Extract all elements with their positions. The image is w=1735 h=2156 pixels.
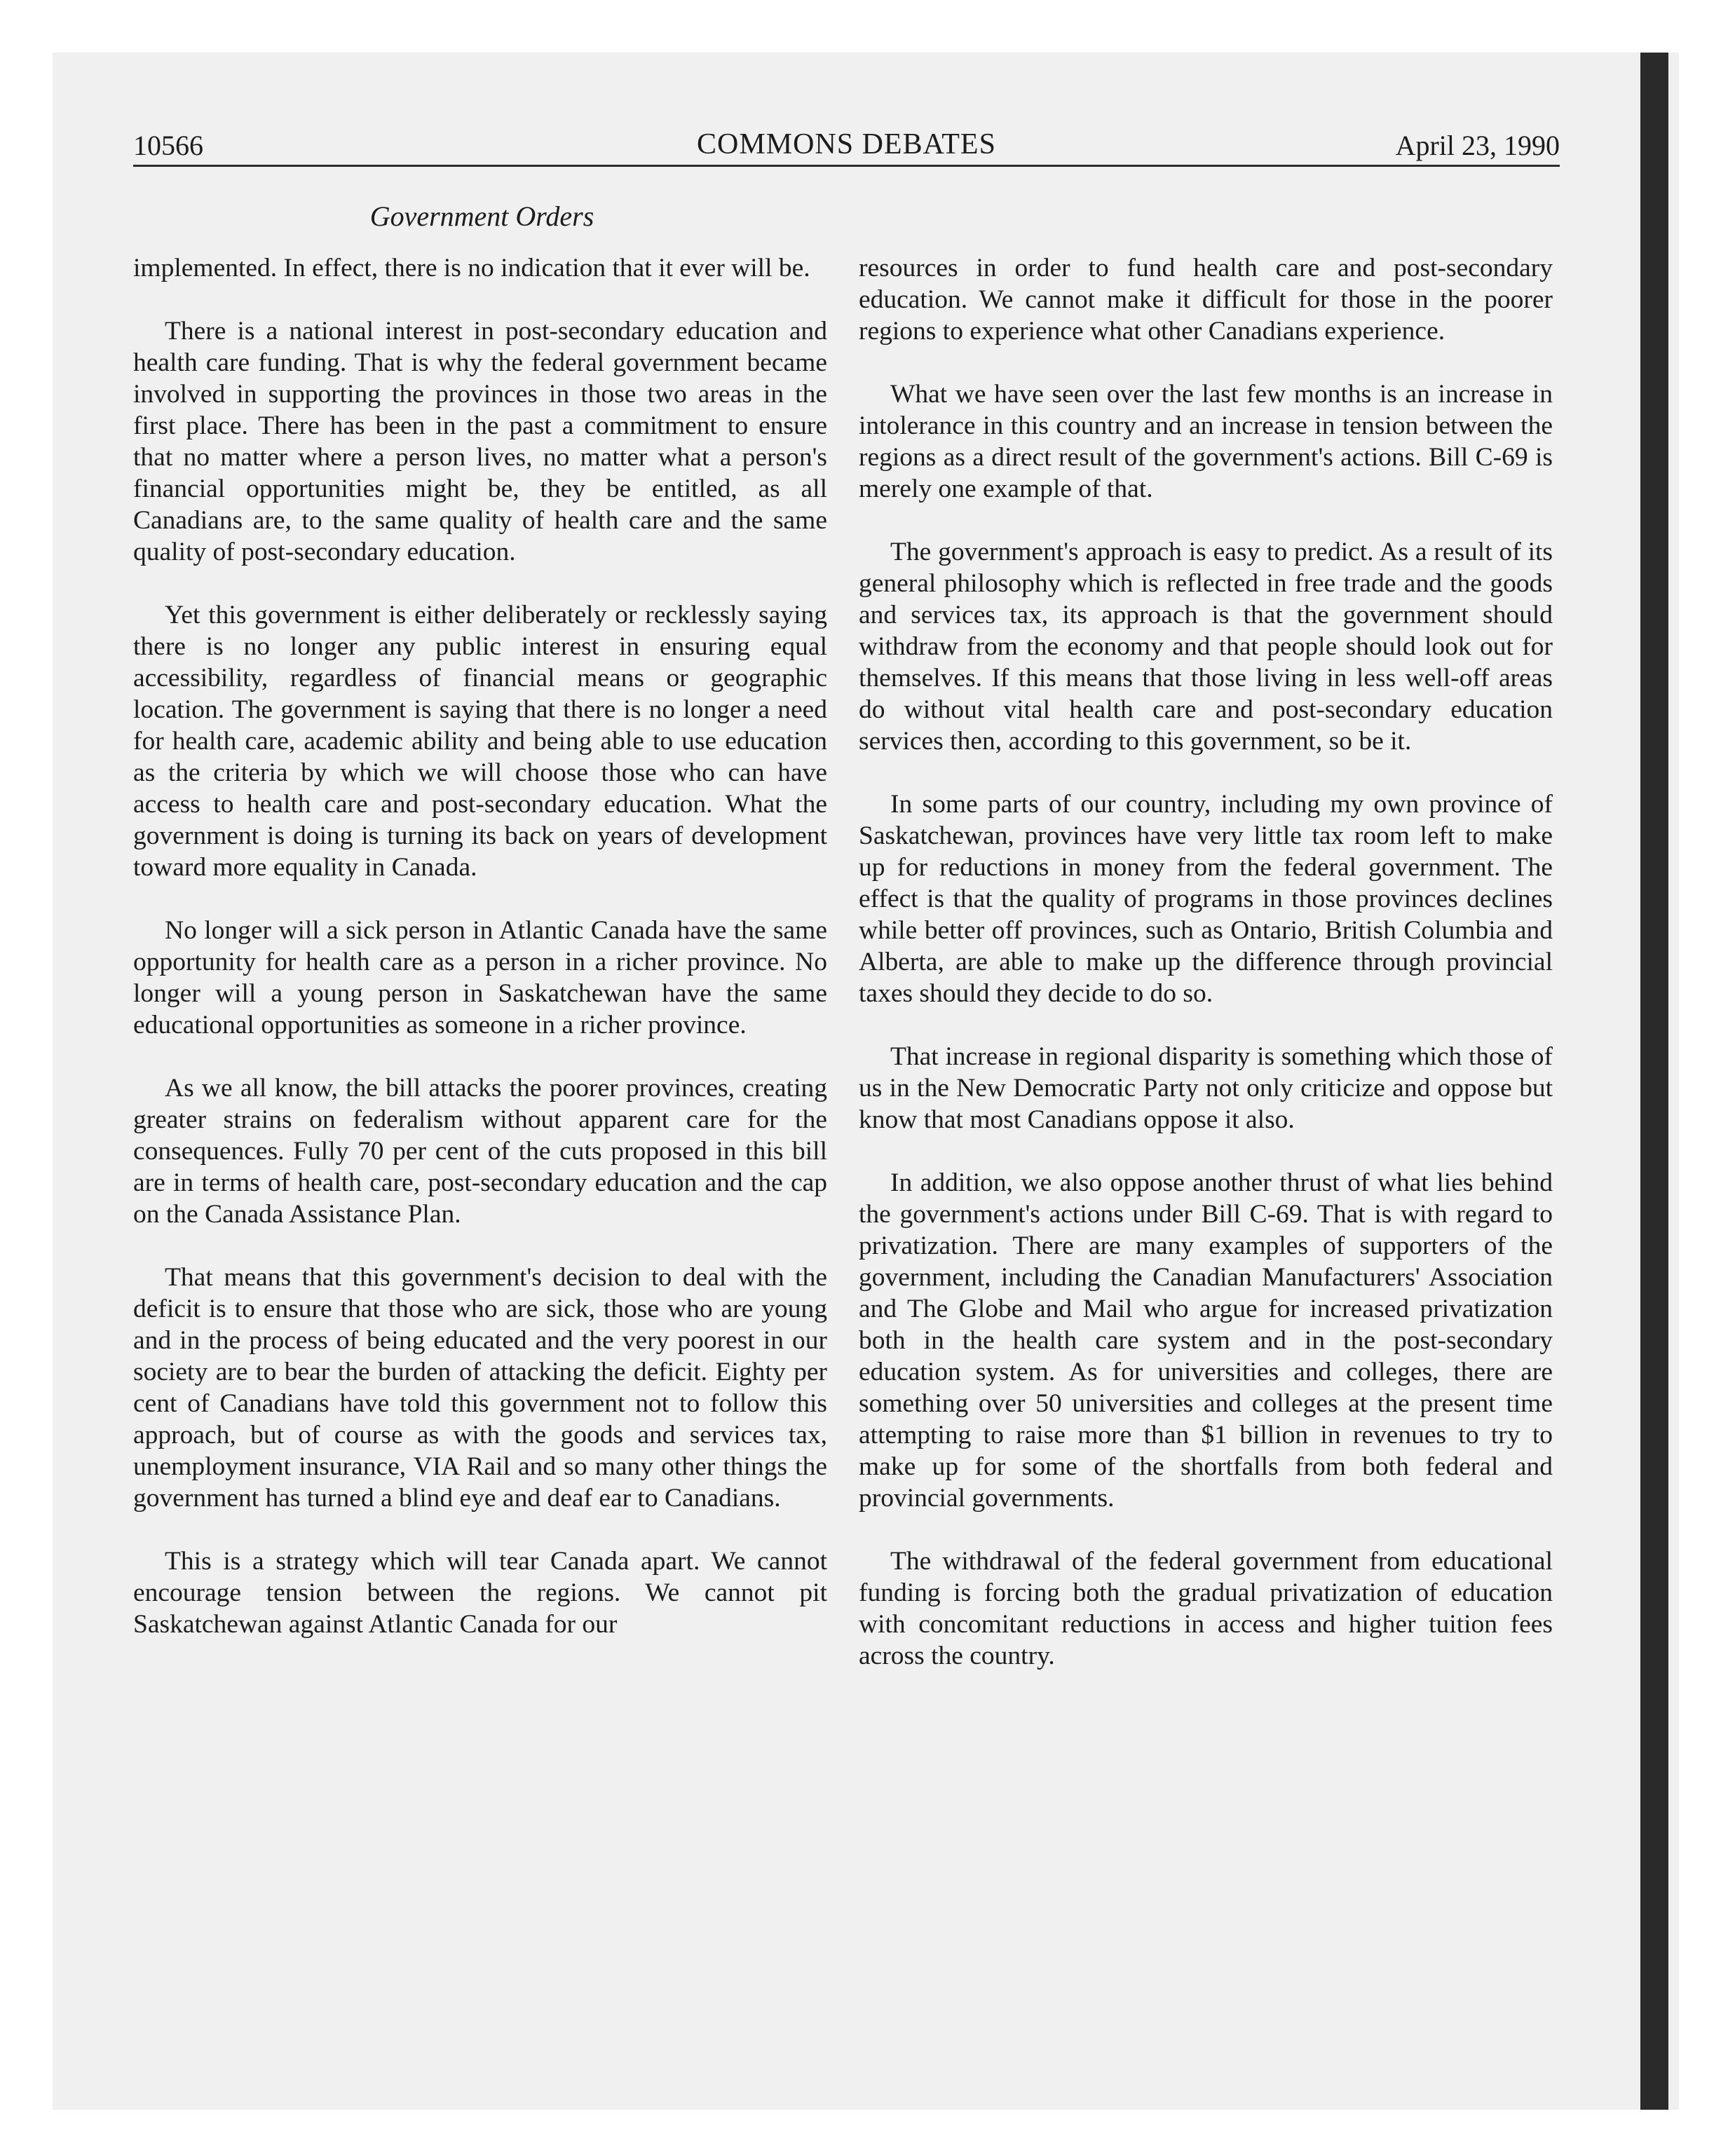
paragraph: In addition, we also oppose another thrust of what lies behind the government's actions under Bill C-69. That is with regard to privatization. There are many examples of supporters of the government, including the Canadian Manufacturers' Association and The Globe and Mail who argue for increased privatization both in the health care system and in the post-secondary education system. As for universities and colleges, there are something over 50 universities and colleges at the present time attempting to raise more than $1 billion in revenues to try to make up for some of the shortfalls from both federal and provincial governments. — [859, 1168, 1553, 1513]
paragraph: This is a strategy which will tear Canada apart. We cannot encourage tension between the regions. We cannot pit Saskatchewan against Atlantic Canada for our — [133, 1547, 827, 1639]
paragraph: That increase in regional disparity is something which those of us in the New Democratic Party not only criticize and oppose but know that most Canadians oppose it also. — [859, 1042, 1553, 1134]
paragraph: implemented. In effect, there is no indication that it ever will be. — [133, 254, 810, 282]
page-header — [133, 126, 1560, 167]
left-column — [133, 252, 827, 1640]
paragraph: The withdrawal of the federal government from educational funding is forcing both the gradual privatization of education with concomitant reductions in access and higher tuition fees across the country. — [859, 1547, 1553, 1670]
section-title: Government Orders — [369, 200, 594, 232]
publication-title: COMMONS DEBATES — [697, 128, 996, 161]
paragraph: What we have seen over the last few months is an increase in intolerance in this country and an increase in tension between the regions as a direct result of the government's actions. Bill C-69 is merely one example of that. — [859, 380, 1553, 503]
paragraph: The government's approach is easy to predict. As a result of its general philosophy which is reflected in free trade and the goods and services tax, its approach is that the government should withdraw from the economy and that people should look out for themselves. If this means that those living in less well-off areas do without vital health care and post-secondary education services then, according to this government, so be it. — [859, 538, 1553, 756]
paragraph: resources in order to fund health care and post-secondary education. We cannot make it difficult for those in the poorer regions to experience what other Canadians experience. — [859, 254, 1553, 346]
binding-edge — [1640, 53, 1668, 2110]
page-date: April 23, 1990 — [1395, 130, 1560, 161]
paragraph: That means that this government's decision to deal with the deficit is to ensure that those who are sick, those who are young and in the process of being educated and the very poorest in our society are to bear the burden of attacking the deficit. Eighty per cent of Canadians have told this government not to follow this approach, but of course as with the goods and services tax, unemployment insurance, VIA Rail and so many other things the government has turned a blind eye and deaf ear to Canadians. — [133, 1263, 827, 1513]
paragraph: Yet this government is either deliberately or recklessly saying there is no longer any public interest in ensuring equal accessibility, regardless of financial means or geographic location. The government is saying that there is no longer a need for health care, academic ability and being able to use education as the criteria by which we will choose those who can have access to health care and post-secondary education. What the government is doing is turning its back on years of development toward more equality in Canada. — [133, 601, 827, 882]
paragraph: As we all know, the bill attacks the poorer provinces, creating greater strains on federalism without apparent care for the consequences. Fully 70 per cent of the cuts proposed in this bill are in terms of health care, post-secondary education and the cap on the Canada Assistance Plan. — [133, 1074, 827, 1229]
page-number: 10566 — [133, 130, 203, 161]
right-column — [859, 252, 1553, 1672]
paragraph: No longer will a sick person in Atlantic Canada have the same opportunity for health care as a person in a richer province. No longer will a young person in Saskatchewan have the same educational opportunities as someone in a richer province. — [133, 916, 827, 1039]
paragraph: In some parts of our country, including my own province of Saskatchewan, provinces have very little tax room left to make up for reductions in money from the federal government. The effect is that the quality of programs in those provinces declines while better off provinces, such as Ontario, British Columbia and Alberta, are able to make up the difference through provincial taxes should they decide to do so. — [859, 790, 1553, 1008]
paragraph: There is a national interest in post-secondary education and health care funding. That is why the federal government became involved in supporting the provinces in those two areas in the first place. There has been in the past a commitment to ensure that no matter where a person lives, no matter what a person's financial opportunities might be, they be entitled, as all Canadians are, to the same quality of health care and the same quality of post-secondary education. — [133, 317, 827, 566]
